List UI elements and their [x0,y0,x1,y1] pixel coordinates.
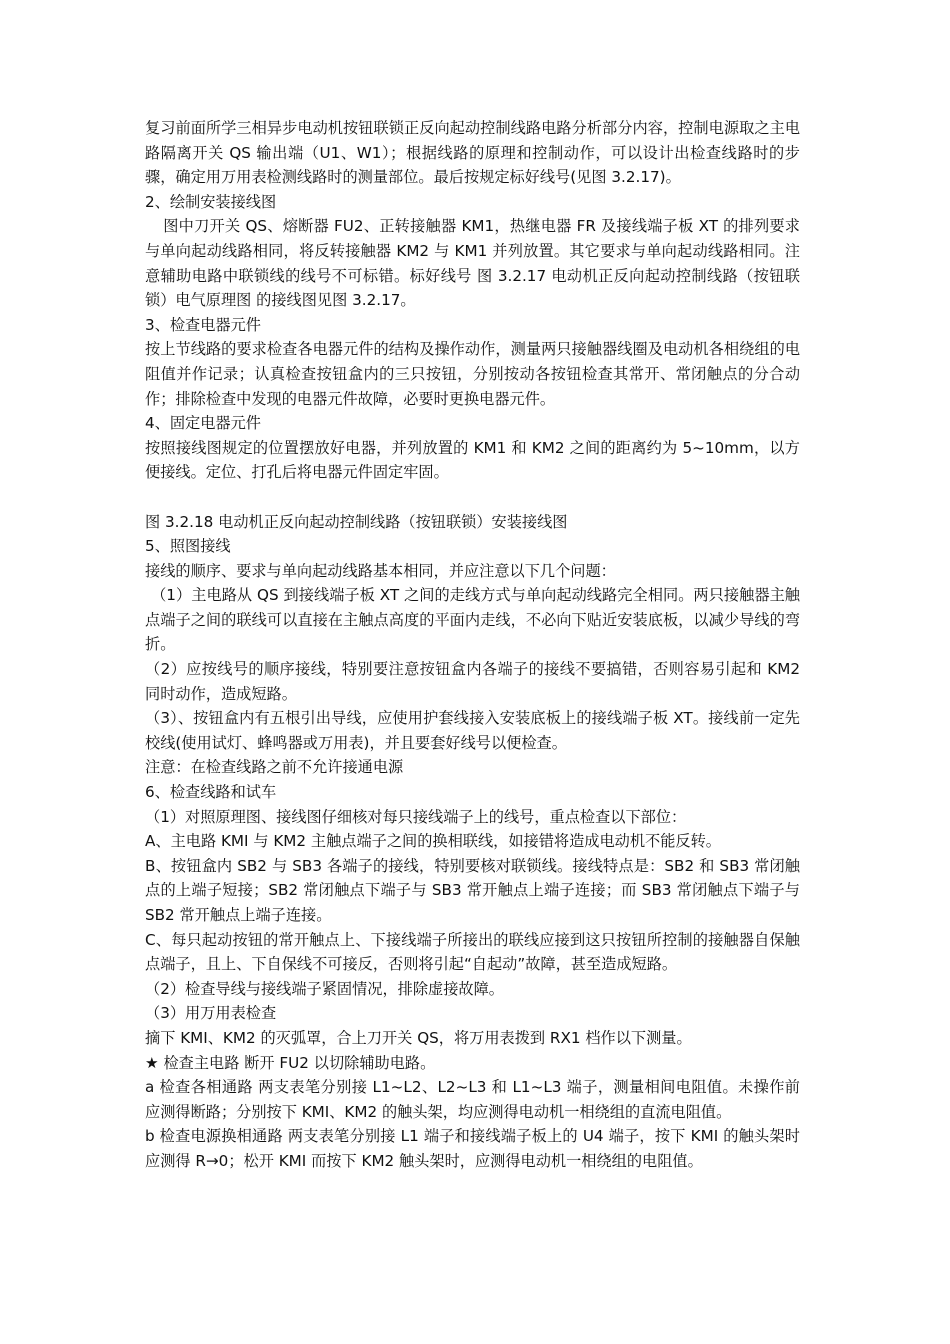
paragraph-step-5-item-3: （3）、按钮盒内有五根引出导线，应使用护套线接入安装底板上的接线端子板 XT。接线前一定先校线(使用试灯、蜂鸣器或万用表)，并且要套好线号以便检查。 [145,709,800,752]
paragraph-step-5-item-2: （2）应按线号的顺序接线，特别要注意按钮盒内各端子的接线不要搞错，否则容易引起和 KM2 同时动作，造成短路。 [145,660,800,703]
paragraph-check-a: a 检查各相通路 两支表笔分别接 L1~L2、L2~L3 和 L1~L3 端子，测量相间电阻值。未操作前应测得断路；分别按下 KMI、KM2 的触头架，均应测得电动机一相绕组的直流电阻值。 [145,1078,800,1121]
paragraph-step-6-b: B、按钮盒内 SB2 与 SB3 各端子的接线，特别要核对联锁线。接线特点是：SB2 和 SB3 常闭触点的上端子短接；SB2 常闭触点下端子与 SB3 常开触点上端子连接；而 SB3 常闭触点下端子与 SB2 常开触点上端子连接。 [145,856,800,924]
paragraph-step-6-a: A、主电路 KMI 与 KM2 主触点端子之间的换相联线，如接错将造成电动机不能反转。 [145,832,721,851]
heading-step-3: 3、检查电器元件 [145,315,261,334]
paragraph-step-6-c: C、每只起动按钮的常开触点上、下接线端子所接出的联线应接到这只按钮所控制的接触器自保触点端子，且上、下自保线不可接反，否则将引起“自起动”故障，甚至造成短路。 [145,930,800,974]
paragraph-step-6-item-2: （2）检查导线与接线端子紧固情况，排除虚接故障。 [145,979,504,998]
paragraph-intro: 复习前面所学三相异步电动机按钮联锁正反向起动控制线路电路分析部分内容，控制电源取之主电路隔离开关 QS 输出端（U1、W1）；根据线路的原理和控制动作，可以设计出检查线路时的步骤，确定用万用表检测线路时的测量部位。最后按规定标好线号(见图 3.2.17)。 [145,119,800,187]
paragraph-check-main-circuit: ★ 检查主电路 断开 FU2 以切除辅助电路。 [145,1053,436,1072]
heading-step-4: 4、固定电器元件 [145,414,261,433]
document-page [145,116,800,1174]
paragraph-step-6-item-1: （1）对照原理图、接线图仔细核对每只接线端子上的线号，重点检查以下部位： [145,807,687,826]
figure-caption: 图 3.2.18 电动机正反向起动控制线路（按钮联锁）安装接线图 [145,512,568,531]
paragraph-step-5-intro: 接线的顺序、要求与单向起动线路基本相同，并应注意以下几个问题： [145,561,616,580]
paragraph-multimeter: 摘下 KMI、KM2 的灭弧罩，合上刀开关 QS，将万用表拨到 RX1 档作以下测量。 [145,1028,692,1047]
paragraph-step-5-item-1: （1）主电路从 QS 到接线端子板 XT 之间的走线方式与单向起动线路完全相同。两只接触器主触点端子之间的联线可以直接在主触点高度的平面内走线，不必向下贴近安装底板，以减少导线的弯折。 [145,586,800,654]
paragraph-note: 注意：在检查线路之前不允许接通电源 [145,758,404,777]
heading-step-2: 2、绘制安装接线图 [145,192,277,211]
paragraph-step-6-item-3: （3）用万用表检查 [145,1004,277,1023]
paragraph-check-b: b 检查电源换相通路 两支表笔分别接 L1 端子和接线端子板上的 U4 端子，按下 KMI 的触头架时应测得 R→0；松开 KMI 而按下 KM2 触头架时，应测得电动机一相绕组的电阻值。 [145,1127,800,1170]
heading-step-5: 5、照图接线 [145,537,231,556]
heading-step-6: 6、检查线路和试车 [145,783,277,802]
paragraph-step-4: 按照接线图规定的位置摆放好电器，并列放置的 KM1 和 KM2 之间的距离约为 5~10mm，以方便接线。定位、打孔后将电器元件固定牢固。 [145,438,800,482]
paragraph-step-3: 按上节线路的要求检查各电器元件的结构及操作动作，测量两只接触器线圈及电动机各相绕组的电阻值并作记录；认真检查按钮盒内的三只按钮，分别按动各按钮检查其常开、常闭触点的分合动作；排除检查中发现的电器元件故障，必要时更换电器元件。 [145,340,800,408]
paragraph-step-2: 图中刀开关 QS、熔断器 FU2、正转接触器 KM1，热继电器 FR 及接线端子板 XT 的排列要求与单向起动线路相同，将反转接触器 KM2 与 KM1 并列放置。其它要求与单向起动线路相同。注意辅助电路中联锁线的线号不可标错。标好线号 图 3.2.17 电动机正反向起动控制线路（按钮联锁）电气原理图 的接线图见图 3.2.17。 [145,217,800,310]
